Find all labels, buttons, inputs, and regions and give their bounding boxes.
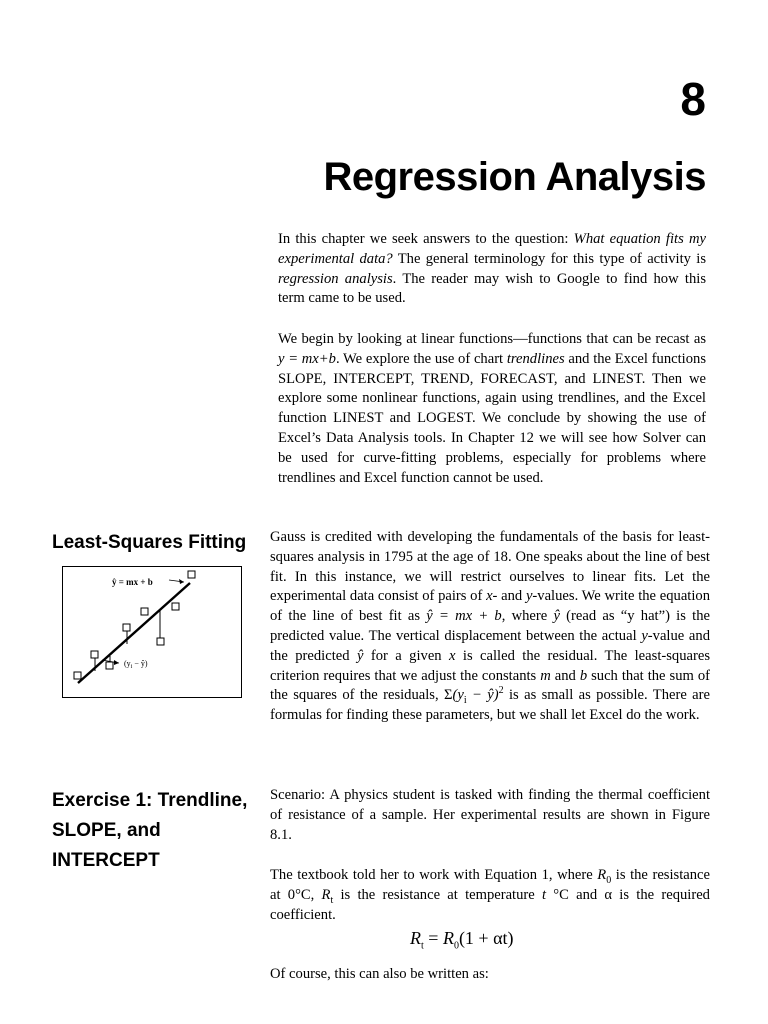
least-squares-paragraph: Gauss is credited with developing the fundamentals of the basis for least-squares analysis in 1795 at the age of 18. One speaks about the line of best fit. In this instance, we will restrict ourselves to linear fits. Let the experimental data consist of pairs of x- and y-values. We write the equation of the line of best fit as ŷ = mx + b, where ŷ (read as “y hat”) is the predicted value. The vertical displacement between the actual y-value and the predicted ŷ for a given x is called the residual. The least-squares criterion requires that we adjust the constants m and b such that the sum of the squares of the residuals, $\Sigma(y_i$ − ŷ)$^2$ is as small as possible. There are formulas for finding these parameters, but we shall let Excel do the work. (270, 529, 710, 724)
chapter-title: Regression Analysis (323, 155, 706, 199)
data-point-marker (123, 624, 130, 631)
equation-1: $R_t = R_0(1 + \alpha t)$ (410, 928, 514, 952)
data-point-marker (141, 608, 148, 615)
intro-paragraph-2: We begin by looking at linear functions—functions that can be recast as y = mx+b. We explore the use of chart trendlines and the Excel functions SLOPE, INTERCEPT, TREND, FORECAST, and LINEST. Then we explore some nonlinear functions, again using trendlines, and the Excel function LINEST and LOGEST. We conclude by showing the use of Excel’s Data Analysis tools. In Chapter 12 we will see how Solver can be used for curve-fitting problems, especially for problems where trendlines and Excel function cannot be used. (278, 331, 706, 486)
line-equation-label: ŷ = mx + b (112, 577, 153, 587)
data-point-marker (188, 571, 195, 578)
data-point-marker (157, 638, 164, 645)
exercise-scenario-paragraph: Scenario: A physics student is tasked with finding the thermal coefficient of resistance of a sample. Her experimental results are shown in Figure 8.1. (270, 787, 710, 843)
data-point-marker (172, 603, 179, 610)
intro-paragraph-1: In this chapter we seek answers to the question: What equation fits my experimental data? The general terminology for this type of activity is regression analysis. The reader may wish to Google to find how this term came to be used. (278, 231, 706, 307)
least-squares-figure (62, 566, 242, 698)
data-point-marker (91, 651, 98, 658)
chapter-number: 8 (680, 73, 706, 125)
section-heading-least-squares: Least-Squares Fitting (52, 532, 247, 553)
section-heading-exercise-1: Exercise 1: Trendline, SLOPE, and INTERCEPT (52, 790, 248, 871)
exercise-equation-paragraph: The textbook told her to work with Equation 1, where $R_0$ is the resistance at 0°C, $R_t$ is the resistance at temperature t °C and α is the required coefficient. (270, 867, 711, 923)
residual-label: ($y_i$ − ŷ) (124, 659, 148, 670)
data-point-marker (106, 662, 113, 669)
closing-paragraph: Of course, this can also be written as: (270, 966, 489, 982)
data-point-marker (74, 672, 81, 679)
